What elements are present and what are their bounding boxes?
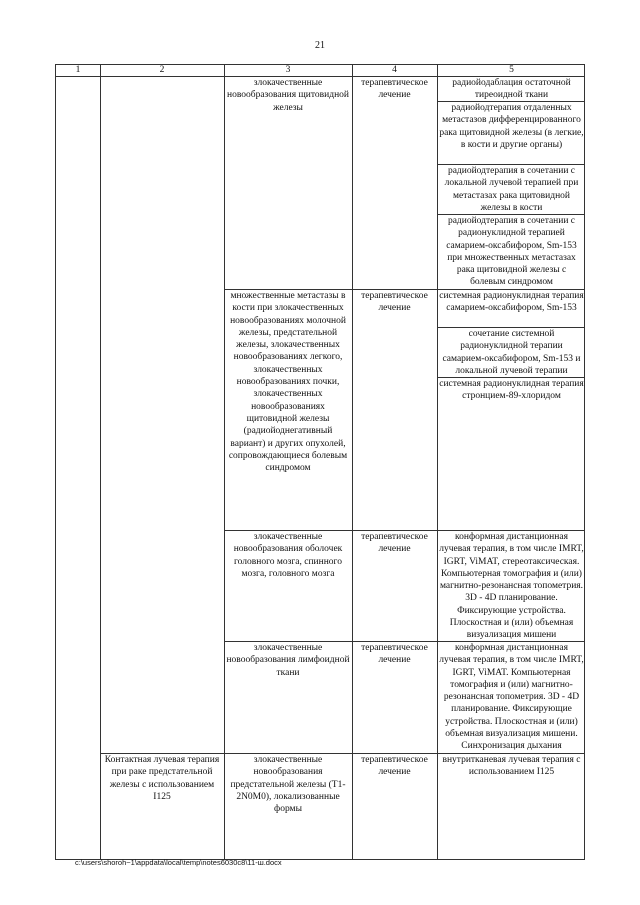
diagnosis-cell: злокачественные новообразования предстательной железы (T1-2N0M0), локализованные формы [230, 755, 346, 815]
header-col-1: 1 [75, 65, 81, 75]
diagnosis-cell: злокачественные новообразования лимфоидной ткани [226, 643, 350, 678]
method-cell: системная радионуклидная терапия самарием-оксабифором, Sm-153 [439, 291, 584, 314]
diagnosis-cell: множественные метастазы в кости при злокачественных новообразованиях молочной железы, предстательной железы, злокачественных новообразованиях легкого, злокачественных новообразованиях почки, злокачественных новообразованиях щитовидной железы (радиойоднегативный вариант) и других опухолей, сопровождающиеся болевым синдромом [228, 291, 348, 474]
service-name-cell: Контактная лучевая терапия при раке предстательной железы с использованием I125 [104, 755, 220, 802]
diagnosis-cell: злокачественные новообразования щитовидной железы [227, 78, 349, 113]
method-cell: радиойодтерапия в сочетании с радионуклидной терапией самарием-оксабифором, Sm-153 при множественных метастазах рака щитовидной железы с болевым синдромом [446, 216, 577, 288]
header-col-4: 4 [392, 65, 397, 75]
column-divider [100, 65, 101, 859]
column-divider [437, 65, 438, 859]
method-cell: конформная дистанционная лучевая терапия, в том числе IMRT, IGRT, ViMAT. Компьютерная томография и (или) магнитно-резонансная топометрия. 3D - 4D планирование. Фиксирующие устройства. Плоскостная и (или) объемная визуализация мишени. Синхронизация дыхания [439, 643, 584, 752]
treatment-type-cell: терапевтическое лечение [361, 291, 428, 314]
diagnosis-cell: злокачественные новообразования оболочек головного мозга, спинного мозга, головного мозга [233, 532, 343, 579]
file-path-footer: c:\users\shoroh~1\appdata\local\temp\notes6030c8\11-ш.docx [75, 858, 282, 867]
method-cell: радиойодаблация остаточной тиреоидной ткани [452, 78, 571, 101]
treatment-type-cell: терапевтическое лечение [361, 755, 428, 778]
services-table [55, 64, 585, 860]
header-col-2: 2 [159, 65, 165, 75]
method-cell: конформная дистанционная лучевая терапия, в том числе IMRT, IGRT, ViMAT, стереотаксическая. Компьютерная томография и (или) магнитно-резонансная топометрия. 3D - 4D планирование. Фиксирующие устройства. Плоскостная и (или) объемная визуализация мишени [439, 532, 584, 641]
method-cell: внутритканевая лучевая терапия с использованием I125 [442, 755, 581, 778]
column-divider [224, 65, 225, 859]
treatment-type-cell: терапевтическое лечение [361, 643, 428, 666]
header-col-5: 5 [509, 65, 514, 75]
method-cell: системная радионуклидная терапия стронцием-89-хлоридом [439, 379, 584, 402]
page-number: 21 [315, 40, 325, 51]
method-cell: радиойодтерапия отдаленных метастазов дифференцированного рака щитовидной железы (в легкие, в кости и другие органы) [439, 103, 584, 150]
header-col-3: 3 [285, 65, 291, 75]
method-cell: сочетание системной радионуклидной терапии самарием-оксабифором, Sm-153 и локальной лучевой терапии [442, 329, 581, 376]
column-divider [352, 65, 353, 859]
treatment-type-cell: терапевтическое лечение [361, 532, 428, 555]
method-cell: радиойодтерапия в сочетании с локальной лучевой терапией при метастазах рака щитовидной железы в кости [444, 166, 579, 213]
treatment-type-cell: терапевтическое лечение [361, 78, 428, 101]
